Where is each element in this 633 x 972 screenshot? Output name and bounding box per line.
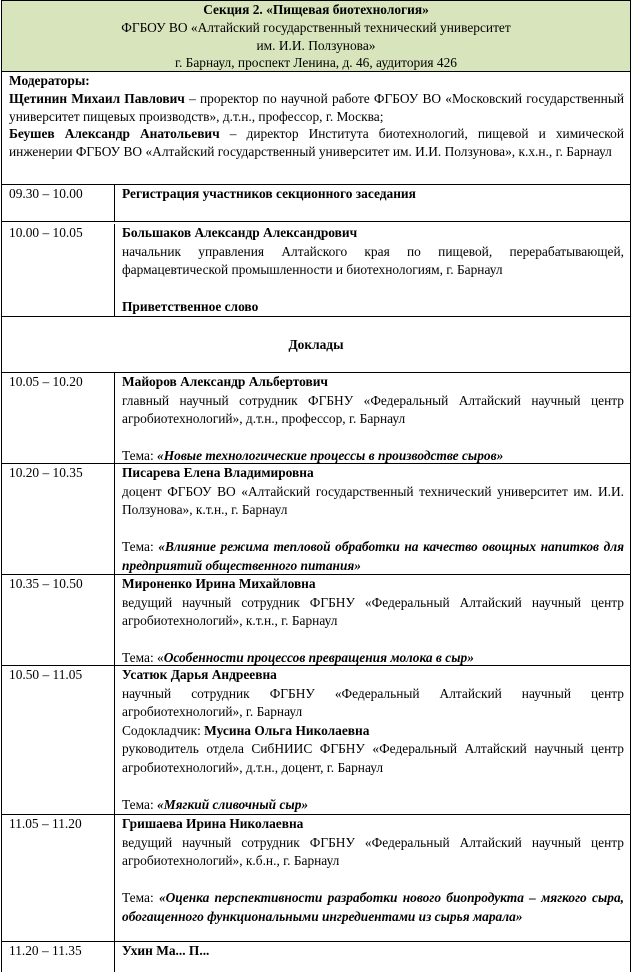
report-topic xyxy=(122,796,624,815)
report-topic xyxy=(122,538,624,575)
moderator-name: Беушев Александр Анатольевич xyxy=(9,126,220,142)
moderator-details: – проректор по научной работе ФГБОУ ВО «Московский государственный университет пищевых производств», д.т.н., профессор, г. Москва; xyxy=(9,90,624,124)
report-topic xyxy=(122,649,624,668)
section-header xyxy=(1,0,631,72)
organization-line-1: ФГБОУ ВО «Алтайский государственный технический университет xyxy=(121,19,511,35)
coauthor-label: Содокладчик: xyxy=(122,722,205,738)
report-content xyxy=(115,666,630,814)
report-topic xyxy=(122,447,624,466)
time-slot: 11.20 – 11.35 xyxy=(2,942,115,972)
report-row xyxy=(1,373,631,464)
topic-label: Тема: xyxy=(122,796,158,812)
report-content xyxy=(115,464,630,574)
speaker-position: доцент ФГБОУ ВО «Алтайский государственный технический университет им. И.И. Ползунова», к.т.н., г. Барнаул xyxy=(122,483,624,517)
topic-title: «Мягкий сливочный сыр» xyxy=(157,796,309,812)
program-document xyxy=(1,0,631,972)
speaker-name: Усатюк Дарья Андреевна xyxy=(122,667,277,682)
speaker-position: ведущий научный сотрудник ФГБНУ «Федеральный Алтайский научный центр агробиотехнологий», к.т.н., г. Барнаул xyxy=(122,594,624,628)
topic-title: Особенности процессов превращения молока в сыр» xyxy=(163,650,474,665)
time-slot: 10.00 – 10.05 xyxy=(2,224,115,316)
greeting-title: Приветственное слово xyxy=(122,299,259,314)
topic-title: «Новые технологические процессы в производстве сыров» xyxy=(157,448,504,463)
moderator-details: – директор Института биотехнологий, пищевой и химической инженерии ФГБОУ ВО «Алтайский государственный университет им. И.И. Ползунова», к.х.н., г. Барнаул xyxy=(9,126,624,160)
report-topic xyxy=(122,889,624,926)
report-row xyxy=(1,575,631,666)
report-content xyxy=(115,373,630,463)
report-content xyxy=(115,815,630,941)
moderators-label: Модераторы: xyxy=(9,73,90,88)
topic-label: Тема: xyxy=(122,890,159,905)
time-slot: 10.05 – 10.20 xyxy=(2,373,115,463)
time-slot: 09.30 – 10.00 xyxy=(2,185,115,221)
speaker-name: Гришаева Ирина Николаевна xyxy=(122,816,304,831)
topic-title: «Влияние режима тепловой обработки на качество овощных напитков для предприятий общественного питания» xyxy=(122,539,625,573)
report-row xyxy=(1,815,631,942)
topic-label: Тема: « xyxy=(122,650,164,665)
time-slot: 10.50 – 11.05 xyxy=(2,666,115,814)
report-content xyxy=(115,575,630,665)
speaker-position: ведущий научный сотрудник ФГБНУ «Федеральный Алтайский научный центр агробиотехнологий», к.б.н., г. Барнаул xyxy=(122,834,624,868)
coauthor-name: Мусина Ольга Николаевна xyxy=(204,722,370,738)
schedule-row-greeting xyxy=(1,222,631,317)
report-row xyxy=(1,666,631,815)
speaker-name: Писарева Елена Владимировна xyxy=(122,465,314,480)
greeting-content xyxy=(115,224,630,316)
moderators-block xyxy=(1,72,631,185)
topic-label: Тема: xyxy=(122,539,159,554)
report-row xyxy=(1,464,631,575)
time-slot: 11.05 – 11.20 xyxy=(2,815,115,941)
topic-title: «Оценка перспективности разработки нового биопродукта – мягкого сыра, обогащенного функциональными ингредиентами из сырья марала» xyxy=(122,890,624,924)
speaker-name: Большаков Александр Александрович xyxy=(122,225,358,240)
topic-label: Тема: xyxy=(122,448,158,463)
speaker-name: Мироненко Ирина Михайловна xyxy=(122,576,316,591)
reports-heading: Доклады xyxy=(1,317,631,373)
speaker-position: главный научный сотрудник ФГБНУ «Федеральный Алтайский научный центр агробиотехнологий», д.т.н., профессор, г. Барнаул xyxy=(122,392,624,426)
section-title: Секция 2. «Пищевая биотехнология» xyxy=(203,2,429,17)
venue-address: г. Барнаул, проспект Ленина, д. 46, аудитория 426 xyxy=(175,55,457,71)
moderator-1 xyxy=(9,90,624,126)
coauthor-position: руководитель отдела СибНИИС ФГБНУ «Федеральный Алтайский научный центр агробиотехнологий», д.т.н., доцент, г. Барнаул xyxy=(122,741,624,775)
time-slot: 10.35 – 10.50 xyxy=(2,575,115,665)
speaker-position: начальник управления Алтайского края по пищевой, перерабатывающей, фармацевтической промышленности и биотехнологиям, г. Барнаул xyxy=(122,243,624,277)
registration-title: Регистрация участников секционного заседания xyxy=(122,186,416,201)
organization-line-2: им. И.И. Ползунова» xyxy=(256,37,376,53)
moderator-2 xyxy=(9,125,624,161)
speaker-name: Ухин Ма... П... xyxy=(122,943,210,958)
time-slot: 10.20 – 10.35 xyxy=(2,464,115,574)
coauthor xyxy=(122,722,624,741)
moderator-name: Щетинин Михаил Павлович xyxy=(9,90,185,106)
speaker-name: Майоров Александр Альбертович xyxy=(122,374,328,389)
speaker-position: научный сотрудник ФГБНУ «Федеральный Алтайский научный центр агробиотехнологий», г. Барнаул xyxy=(122,685,624,719)
schedule-row-registration xyxy=(1,185,631,222)
